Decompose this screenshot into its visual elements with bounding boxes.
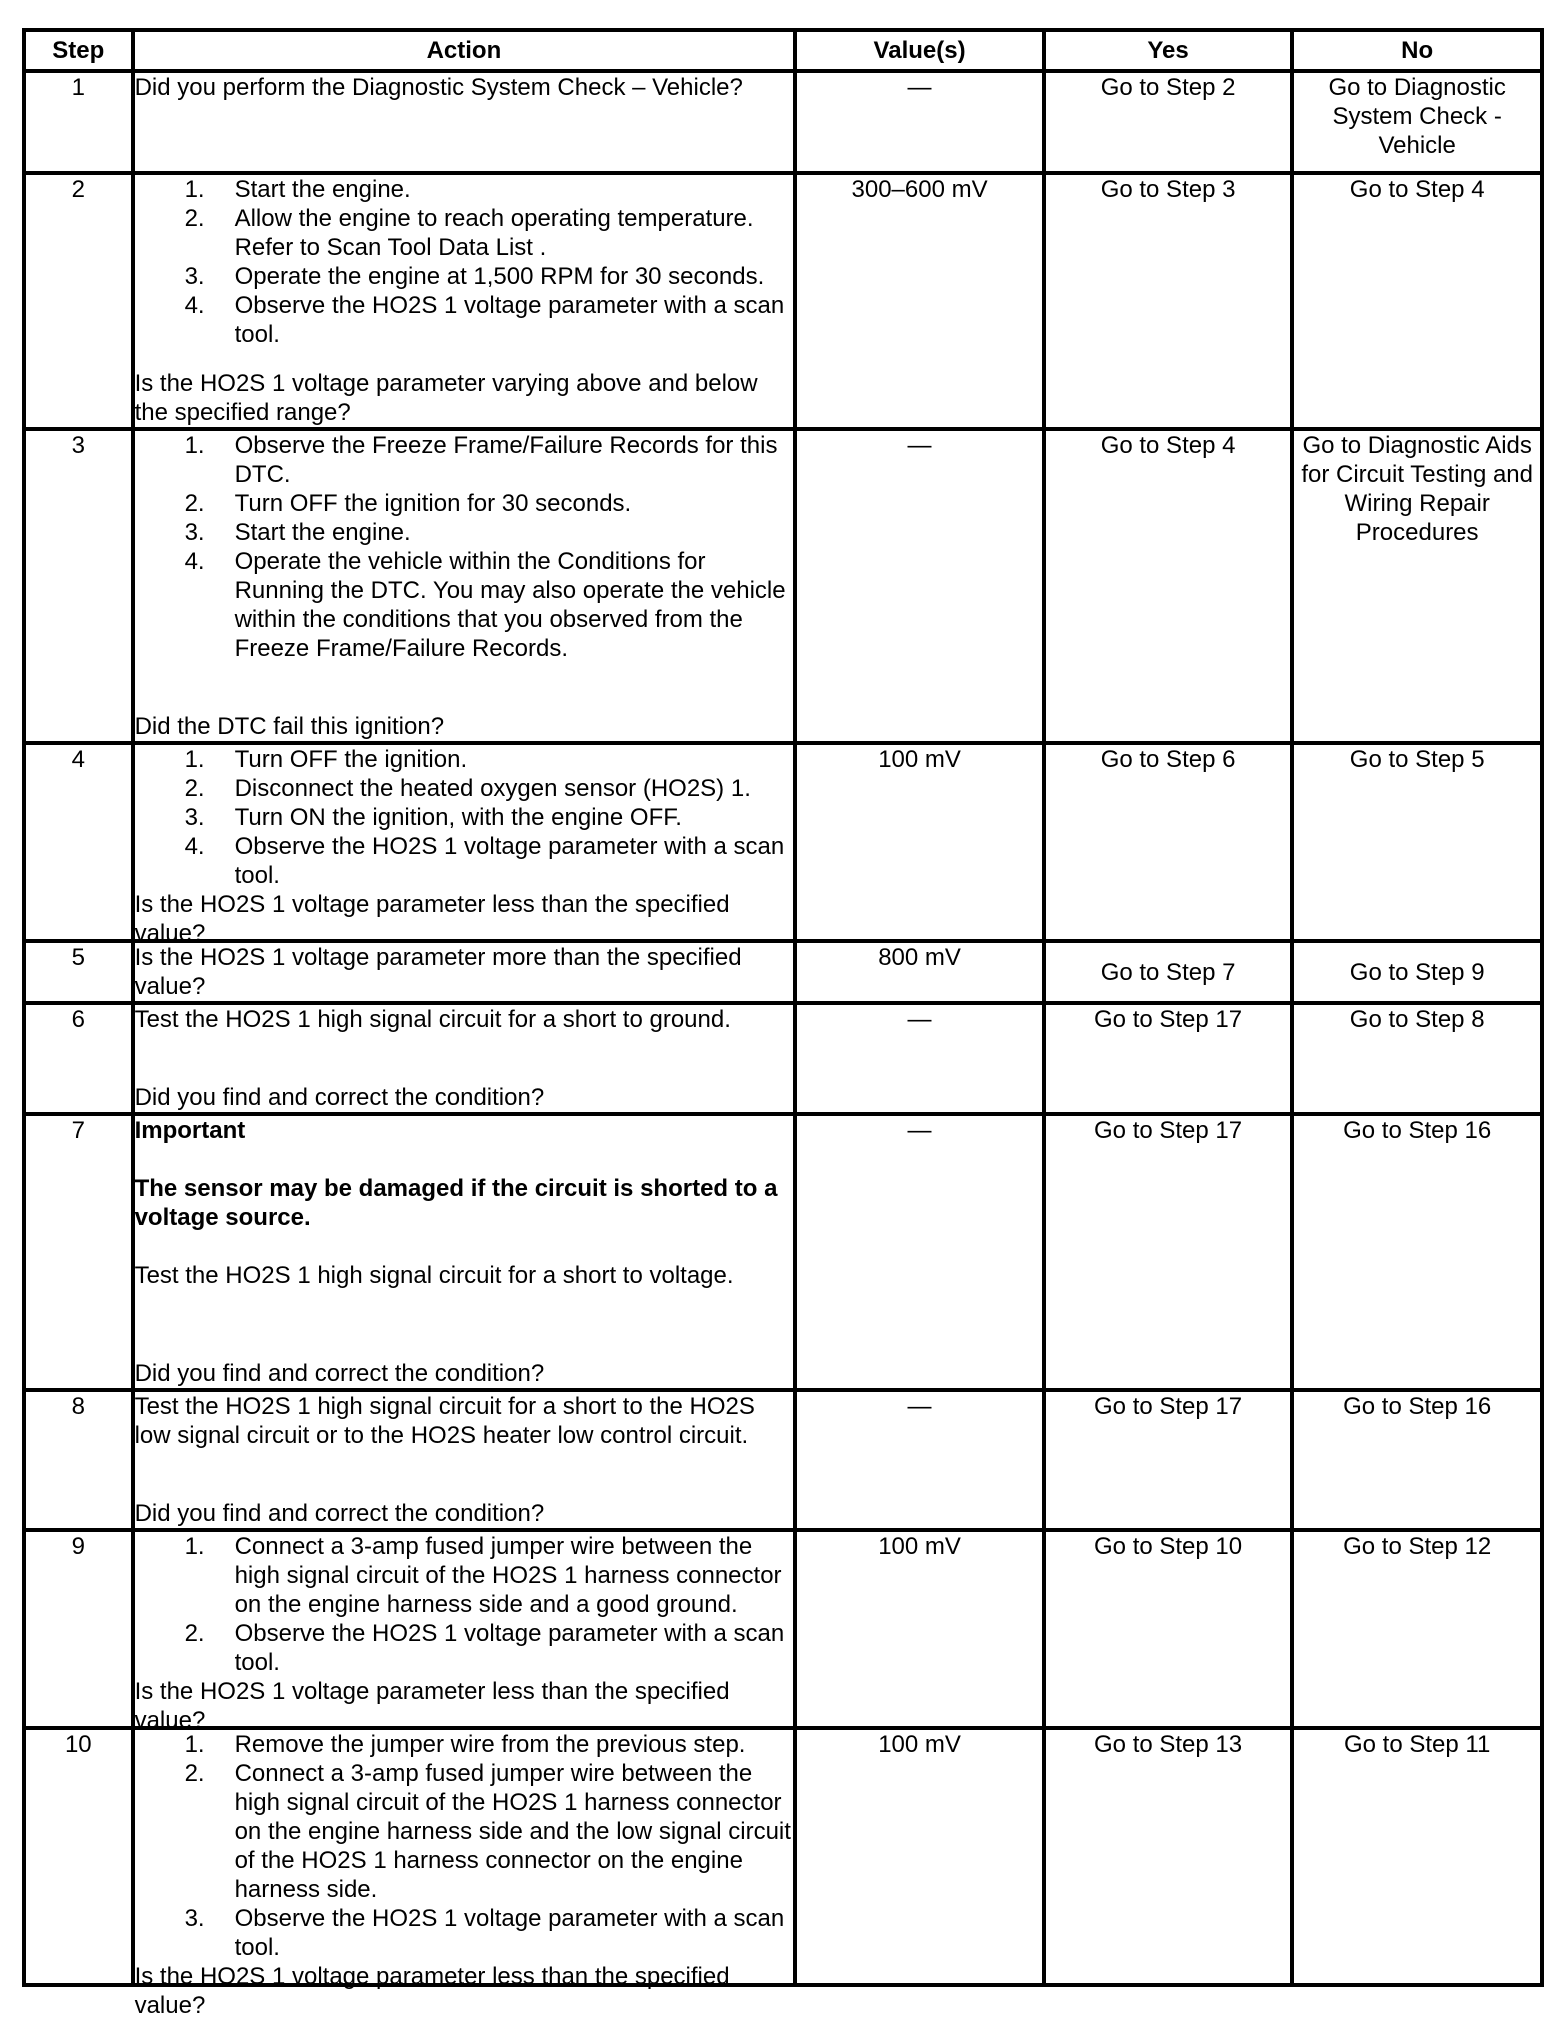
header-action: Action: [135, 32, 798, 73]
action-cell: [135, 1116, 798, 1392]
yes-cell: Go to Step 13: [1046, 1730, 1295, 1987]
action-question: Is the HO2S 1 voltage parameter less than the specified value?: [134, 891, 730, 947]
action-cell: [134, 1730, 798, 2019]
action-cell: [134, 745, 798, 947]
list-item: 1. Turn OFF the ignition.: [184, 746, 468, 773]
no-cell: Go to Diagnostic Aids for Circuit Testing and Wiring Repair Procedures: [1294, 431, 1544, 745]
table-row: [26, 431, 1544, 745]
value-cell: —: [797, 1116, 1046, 1392]
value-cell: 300–600 mV: [797, 175, 1046, 431]
action-cell: [135, 943, 798, 1005]
action-question: Is the HO2S 1 voltage parameter less than the specified value?: [134, 1963, 730, 2019]
table-row: [26, 943, 1544, 1005]
step-number: 5: [26, 943, 135, 1005]
value-cell: —: [797, 431, 1046, 745]
value-cell: —: [797, 1005, 1046, 1116]
table-row: [26, 1730, 1544, 1987]
list-item: 3. Observe the HO2S 1 voltage parameter with a scan tool.: [184, 1905, 785, 1961]
yes-cell: Go to Step 7: [1046, 943, 1295, 1005]
yes-cell: Go to Step 17: [1046, 1392, 1295, 1532]
action-text: Test the HO2S 1 high signal circuit for a short to ground.: [134, 1006, 731, 1033]
yes-cell: Go to Step 17: [1046, 1005, 1295, 1116]
action-list: [135, 1532, 794, 1677]
action-question: Did you find and correct the condition?: [134, 1360, 545, 1387]
value-cell: 100 mV: [797, 745, 1046, 943]
value-cell: —: [797, 73, 1046, 175]
step-number: 6: [26, 1005, 135, 1116]
value-cell: 100 mV: [797, 1532, 1046, 1730]
table-row: [26, 1005, 1544, 1116]
list-item: 1. Remove the jumper wire from the previous step.: [184, 1731, 746, 1758]
value-cell: 100 mV: [797, 1730, 1046, 1987]
action-question: Is the HO2S 1 voltage parameter less than the specified value?: [134, 1678, 730, 1734]
action-cell: [135, 73, 798, 175]
yes-cell: Go to Step 6: [1046, 745, 1295, 943]
list-item: 3. Turn ON the ignition, with the engine OFF.: [184, 804, 682, 831]
list-item: 1. Observe the Freeze Frame/Failure Records for this DTC.: [184, 432, 778, 488]
table-row: [26, 745, 1544, 943]
step-number: 9: [26, 1532, 135, 1730]
action-cell: [135, 175, 798, 431]
list-item: 1. Start the engine.: [184, 176, 411, 203]
no-cell: Go to Step 9: [1294, 943, 1544, 1005]
no-cell: Go to Step 12: [1294, 1532, 1544, 1730]
action-question: Is the HO2S 1 voltage parameter more than the specified value?: [134, 944, 742, 1000]
yes-cell: Go to Step 10: [1046, 1532, 1295, 1730]
list-item: 4. Operate the vehicle within the Conditions for Running the DTC. You may also operate the vehicle within the conditions that you observed from the Freeze Frame/Failure Records.: [184, 548, 786, 662]
table-row: [26, 73, 1544, 175]
table-row: [26, 1116, 1544, 1392]
yes-cell: Go to Step 3: [1046, 175, 1295, 431]
action-cell: [135, 1392, 798, 1532]
action-list: [135, 175, 794, 349]
list-item: 2. Observe the HO2S 1 voltage parameter with a scan tool.: [184, 1620, 785, 1676]
action-question: Did the DTC fail this ignition?: [134, 713, 445, 740]
step-number: 4: [26, 745, 135, 943]
step-number: 8: [26, 1392, 135, 1532]
list-item: 2. Allow the engine to reach operating temperature. Refer to Scan Tool Data List .: [184, 205, 754, 261]
action-cell: [134, 1532, 798, 1734]
yes-cell: Go to Step 17: [1046, 1116, 1295, 1392]
yes-cell: Go to Step 4: [1046, 431, 1295, 745]
action-list: [135, 1730, 794, 1962]
list-item: 2. Connect a 3-amp fused jumper wire between the high signal circuit of the HO2S 1 harness connector on the engine harness side and the low signal circuit of the HO2S 1 harness connector on the engine harness side.: [184, 1760, 791, 1903]
header-yes: Yes: [1046, 32, 1295, 73]
action-question: Did you find and correct the condition?: [134, 1500, 545, 1527]
no-cell: Go to Step 8: [1294, 1005, 1544, 1116]
value-cell: 800 mV: [797, 943, 1046, 1005]
header-no: No: [1294, 32, 1544, 73]
no-cell: Go to Diagnostic System Check - Vehicle: [1294, 73, 1544, 175]
step-number: 1: [26, 73, 135, 175]
action-question: Is the HO2S 1 voltage parameter varying above and below the specified range?: [134, 370, 758, 426]
important-label: Important: [134, 1117, 246, 1144]
action-question: Did you find and correct the condition?: [134, 1084, 545, 1111]
action-cell: [135, 1005, 798, 1116]
no-cell: Go to Step 4: [1294, 175, 1544, 431]
no-cell: Go to Step 11: [1294, 1730, 1544, 1987]
list-item: 1. Connect a 3-amp fused jumper wire between the high signal circuit of the HO2S 1 harness connector on the engine harness side and a good ground.: [184, 1533, 782, 1618]
action-list: [135, 431, 794, 663]
action-text: Did you perform the Diagnostic System Check – Vehicle?: [134, 74, 743, 101]
step-number: 10: [26, 1730, 135, 1987]
yes-cell: Go to Step 2: [1046, 73, 1295, 175]
no-cell: Go to Step 16: [1294, 1392, 1544, 1532]
header-values: Value(s): [797, 32, 1046, 73]
step-number: 3: [26, 431, 135, 745]
step-number: 2: [26, 175, 135, 431]
warning-text: The sensor may be damaged if the circuit is shorted to a voltage source.: [134, 1175, 778, 1231]
table-row: [26, 1392, 1544, 1532]
list-item: 4. Observe the HO2S 1 voltage parameter with a scan tool.: [184, 833, 785, 889]
list-item: 3. Operate the engine at 1,500 RPM for 30 seconds.: [184, 263, 765, 290]
diagnostic-table: [22, 28, 1544, 2019]
list-item: 4. Observe the HO2S 1 voltage parameter with a scan tool.: [184, 292, 785, 348]
list-item: 2. Disconnect the heated oxygen sensor (HO2S) 1.: [184, 775, 751, 802]
table-row: [26, 175, 1544, 431]
action-cell: [135, 431, 798, 745]
header-row: [26, 32, 1544, 73]
table-row: [26, 1532, 1544, 1730]
list-item: 2. Turn OFF the ignition for 30 seconds.: [184, 490, 632, 517]
list-item: 3. Start the engine.: [184, 519, 411, 546]
no-cell: Go to Step 5: [1294, 745, 1544, 943]
step-number: 7: [26, 1116, 135, 1392]
value-cell: —: [797, 1392, 1046, 1532]
no-cell: Go to Step 16: [1294, 1116, 1544, 1392]
action-text: Test the HO2S 1 high signal circuit for a short to the HO2S low signal circuit or to the HO2S heater low control circuit.: [134, 1393, 755, 1449]
header-step: Step: [26, 32, 135, 73]
action-list: [135, 745, 794, 890]
action-text: Test the HO2S 1 high signal circuit for a short to voltage.: [134, 1262, 734, 1289]
